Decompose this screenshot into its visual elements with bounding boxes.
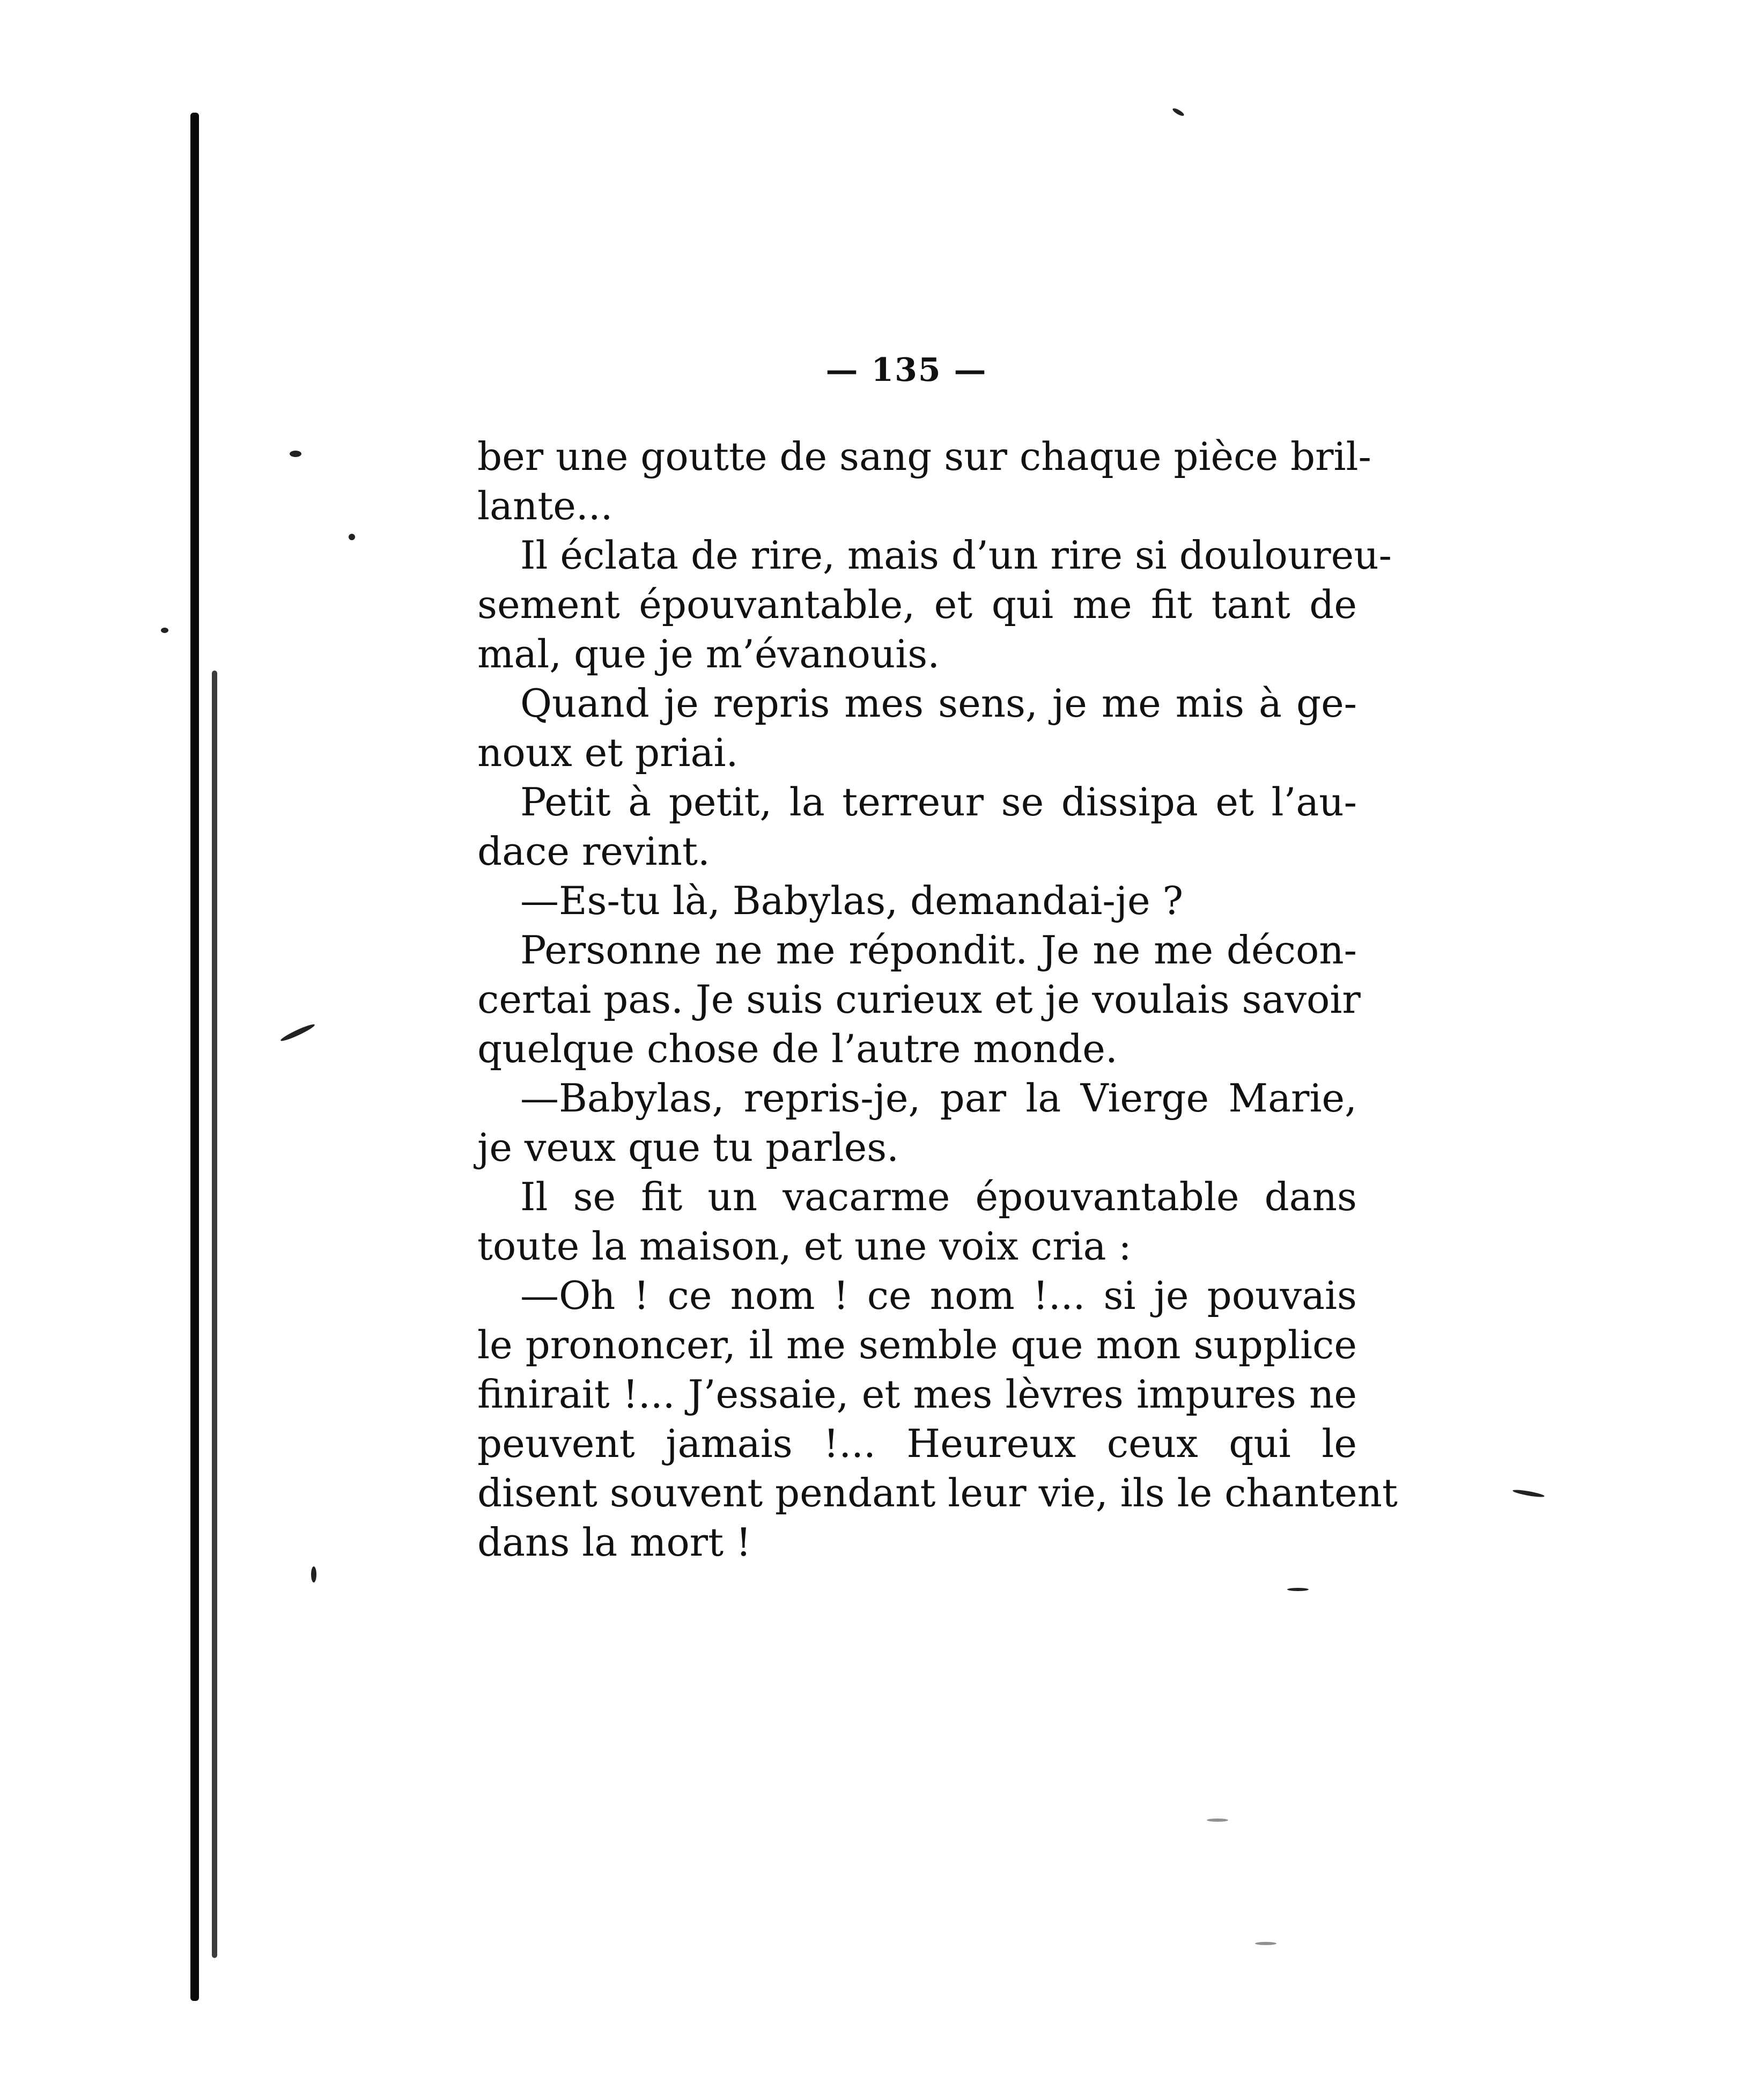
text-line: toute la maison, et une voix cria : (477, 1224, 1132, 1269)
scan-speck (161, 628, 168, 633)
text-line: dace revint. (477, 829, 710, 874)
text-line: disent souvent pendant leur vie, ils le chantent (477, 1470, 1398, 1515)
text-line: je veux que tu parles. (477, 1125, 899, 1170)
scan-speck (349, 534, 355, 540)
text-line: finirait !... J’essaie, et mes lèvres impures ne (477, 1372, 1357, 1417)
text-line: peuvent jamais !... Heureux ceux qui le (477, 1421, 1357, 1466)
text-line: dans la mort ! (477, 1520, 751, 1565)
text-line: certai pas. Je suis curieux et je voulais savoir (477, 977, 1361, 1022)
text-line: lante... (477, 483, 613, 528)
text-line: Il éclata de rire, mais d’un rire si douloureu- (520, 533, 1392, 578)
text-line: —Babylas, repris-je, par la Vierge Marie, (520, 1076, 1357, 1121)
text-line: Petit à petit, la terreur se dissipa et l’au- (520, 779, 1357, 825)
scan-speck (279, 1022, 316, 1043)
text-line: Il se fit un vacarme épouvantable dans (520, 1174, 1357, 1219)
body-text (477, 432, 1398, 1567)
scan-speck (311, 1566, 316, 1582)
text-line: Personne ne me répondit. Je ne me décon- (520, 927, 1357, 973)
page-number: — 135 — (825, 351, 987, 389)
scan-speck (290, 451, 301, 457)
binding-edge-shadow (212, 671, 217, 1958)
text-line: —Es-tu là, Babylas, demandai-je ? (520, 878, 1184, 923)
text-line: sement épouvantable, et qui me fit tant de (477, 582, 1357, 627)
text-line: mal, que je m’évanouis. (477, 631, 940, 676)
scan-speck (1172, 107, 1185, 117)
text-line: noux et priai. (477, 730, 739, 775)
text-line: le prononcer, il me semble que mon supplice (477, 1322, 1357, 1367)
text-line: Quand je repris mes sens, je me mis à ge- (520, 681, 1357, 726)
scan-speck (1287, 1588, 1309, 1591)
text-line: quelque chose de l’autre monde. (477, 1026, 1118, 1071)
text-line: ber une goutte de sang sur chaque pièce bril- (477, 434, 1371, 479)
scan-speck (1512, 1489, 1545, 1498)
text-line: —Oh ! ce nom ! ce nom !... si je pouvais (520, 1273, 1357, 1318)
binding-edge-line (190, 113, 199, 2001)
scan-speck (1207, 1819, 1228, 1822)
scan-speck (1255, 1942, 1276, 1945)
